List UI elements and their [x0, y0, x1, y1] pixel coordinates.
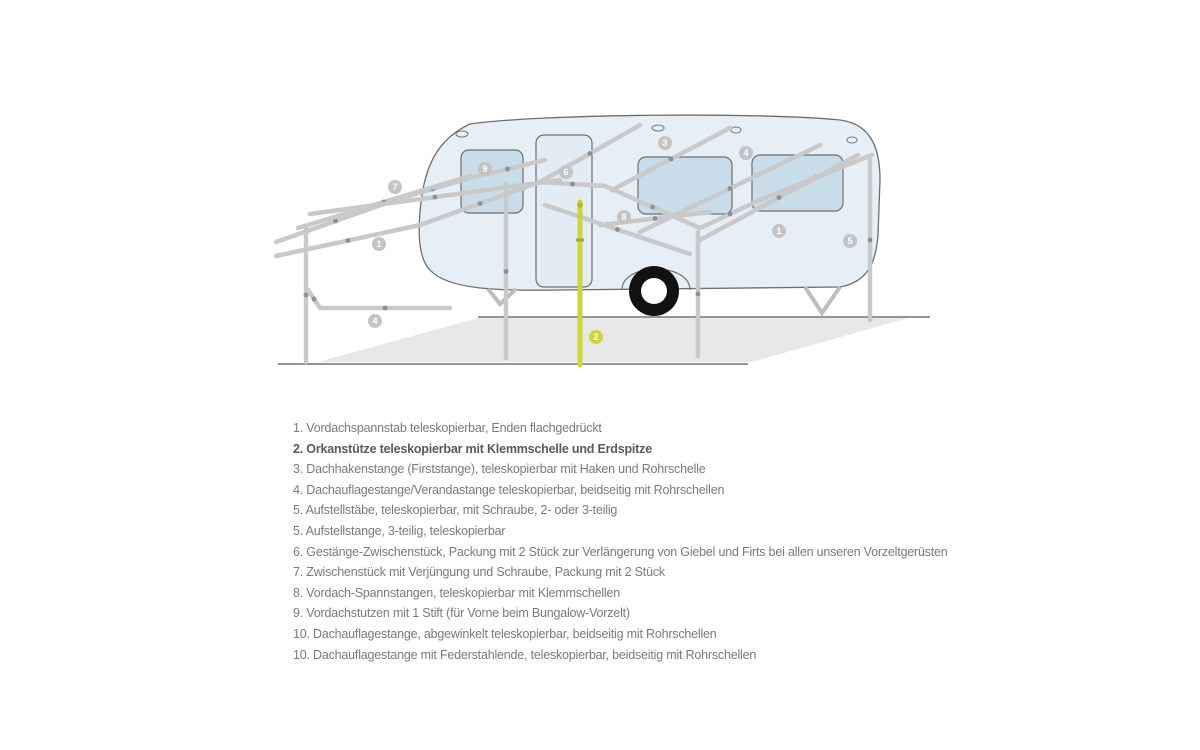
- part-marker-number: 1: [376, 239, 382, 250]
- legend-item: 2. Orkanstütze teleskopierbar mit Klemmschelle und Erdspitze: [293, 441, 652, 456]
- part-marker-number: 7: [392, 182, 398, 193]
- pole-joint: [650, 205, 655, 210]
- part-marker-number: 9: [482, 164, 488, 175]
- legend-item: 8. Vordach-Spannstangen, teleskopierbar mit Klemmschellen: [293, 585, 620, 600]
- parts-legend: [293, 418, 948, 665]
- pole-joint: [669, 157, 674, 162]
- part-marker-number: 5: [847, 236, 853, 247]
- pole-joint: [478, 201, 483, 206]
- pole-joint: [433, 195, 438, 200]
- part-marker-number: 4: [743, 148, 749, 159]
- pole-joint: [615, 227, 620, 232]
- pole-joint: [588, 151, 593, 156]
- pole-joint: [570, 182, 575, 187]
- pole-joint: [505, 167, 510, 172]
- support-leg: [488, 289, 516, 304]
- pole-joint: [653, 216, 658, 221]
- pole-joint: [777, 195, 782, 200]
- pole-joint: [312, 297, 317, 302]
- pole-joint: [504, 269, 509, 274]
- part-marker-number: 6: [563, 167, 569, 178]
- pole-joint: [383, 306, 388, 311]
- part-marker-number: 1: [776, 226, 782, 237]
- legend-item: 4. Dachauflagestange/Verandastange teleskopierbar, beidseitig mit Rohrschellen: [293, 482, 725, 497]
- legend-item: 7. Zwischenstück mit Verjüngung und Schraube, Packung mit 2 Stück: [293, 565, 665, 580]
- ground-area: [318, 318, 908, 362]
- pole-joint: [868, 238, 873, 243]
- part-marker-number: 8: [621, 212, 627, 223]
- pole-joint: [728, 186, 733, 191]
- caravan-window-left: [461, 150, 523, 213]
- legend-item: 5. Aufstellstäbe, teleskopierbar, mit Schraube, 2- oder 3-teilig: [293, 503, 618, 518]
- legend-item: 6. Gestänge-Zwischenstück, Packung mit 2 Stück zur Verlängerung von Giebel und Firts bei allen unseren Vorzeltgerüsten: [293, 544, 948, 559]
- support-leg: [805, 287, 840, 313]
- legend-item: 5. Aufstellstange, 3-teilig, teleskopierbar: [293, 523, 506, 538]
- pole-joint: [696, 292, 701, 297]
- legend-item: 1. Vordachspannstab teleskopierbar, Enden flachgedrückt: [293, 421, 602, 435]
- pole-joint: [728, 212, 733, 217]
- part-marker-number: 3: [662, 138, 668, 149]
- part-marker-number: 2: [593, 332, 599, 343]
- wheel-hub: [641, 278, 667, 304]
- legend-item: 9. Vordachstutzen mit 1 Stift (für Vorne beim Bungalow-Vorzelt): [293, 606, 630, 621]
- legend-item: 10. Dachauflagestange mit Federstahlende, teleskopierbar, beidseitig mit Rohrschellen: [293, 647, 757, 662]
- legend-item: 10. Dachauflagestange, abgewinkelt teleskopierbar, beidseitig mit Rohrschellen: [293, 626, 717, 641]
- legend-item: 3. Dachhakenstange (Firststange), teleskopierbar mit Haken und Rohrschelle: [293, 462, 706, 477]
- storm-pole-clamp: [577, 202, 583, 208]
- part-marker-number: 4: [372, 316, 378, 327]
- pole-joint: [346, 238, 351, 243]
